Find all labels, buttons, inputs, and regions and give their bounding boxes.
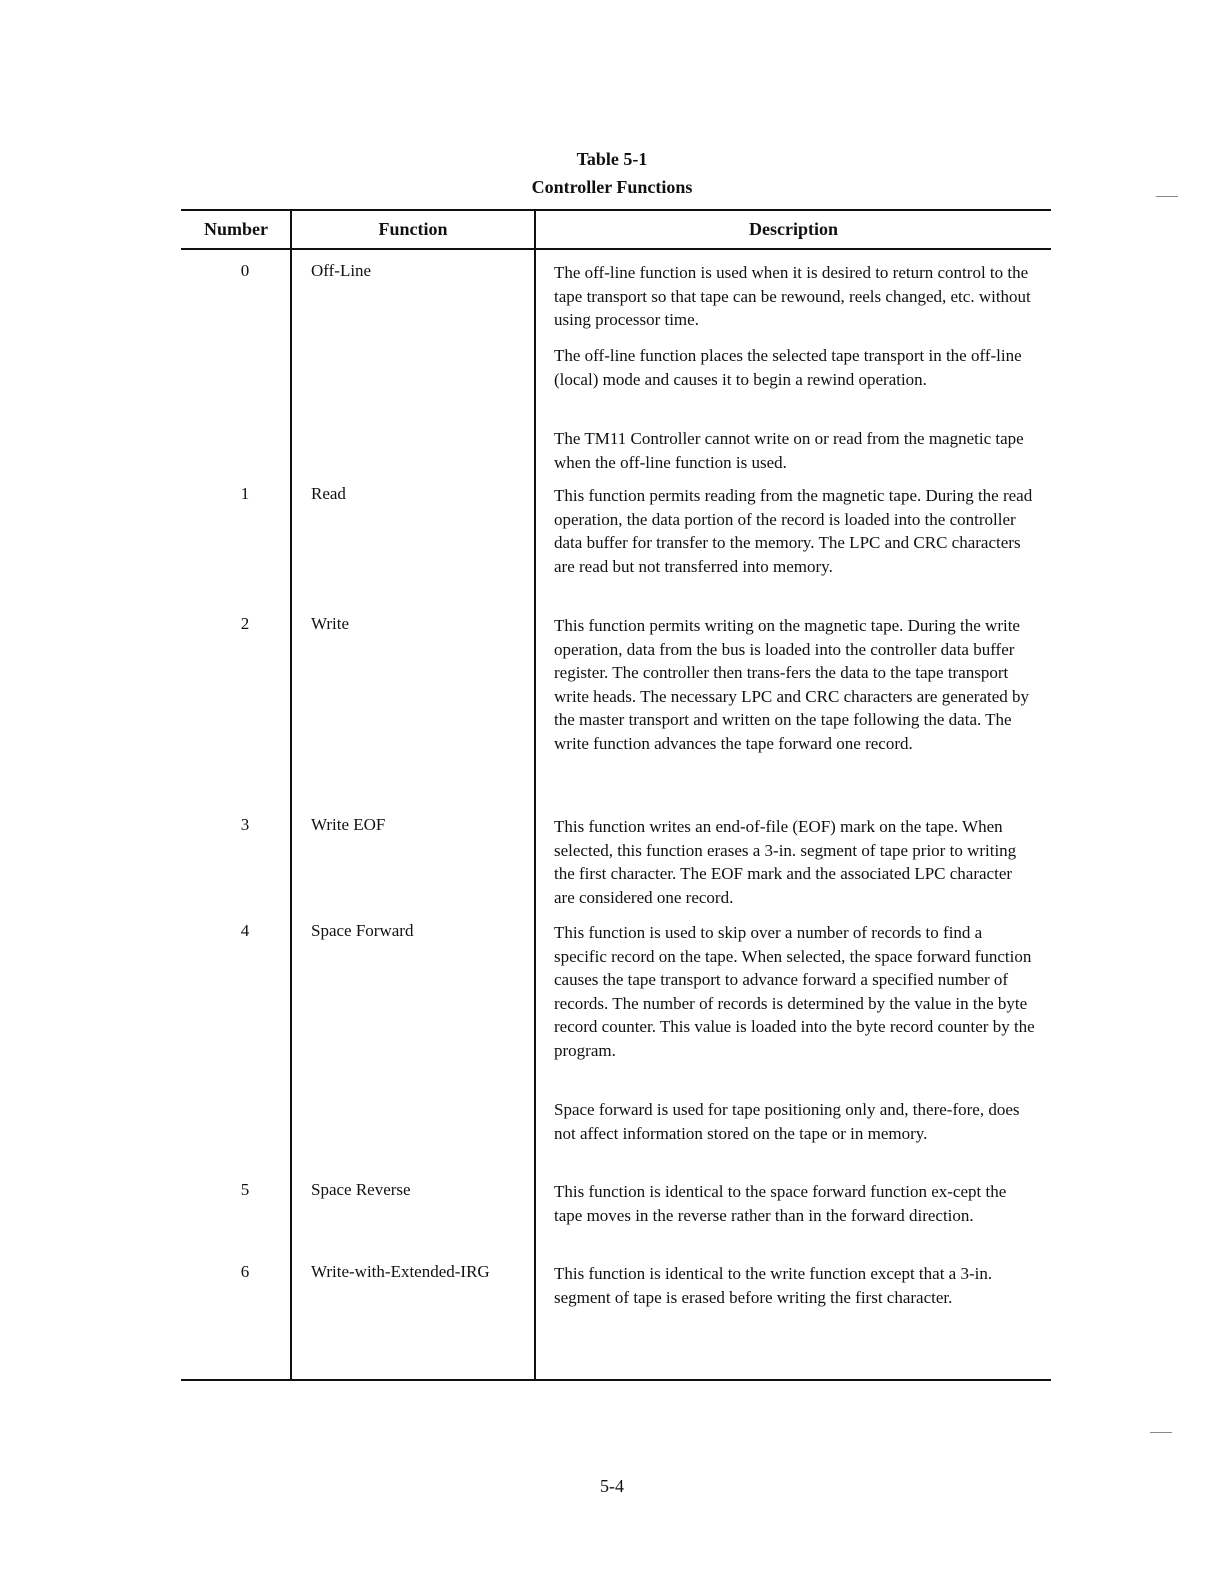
row-function: Space Forward <box>311 921 414 940</box>
row-function: Write <box>311 614 350 633</box>
column-divider <box>534 211 536 1379</box>
scan-mark <box>1156 196 1178 197</box>
description-paragraph: The off-line function places the selected tape transport in the off-line (local) mode and causes it to begin a rewind operation. <box>554 346 1022 389</box>
row-description <box>554 815 1036 909</box>
row-number: 3 <box>240 815 250 834</box>
row-description <box>554 344 1036 391</box>
row-number: 4 <box>240 921 250 940</box>
row-function: Off-Line <box>311 261 372 280</box>
description-paragraph: This function is used to skip over a number of records to find a specific record on the tape. When selected, the space forward function causes the tape transport to advance forward a specified number of records. The number of records is determined by the value in the byte record counter. This value is loaded into the byte record counter by the program. <box>554 923 1035 1060</box>
header-function: Function <box>378 219 448 239</box>
row-description <box>554 1180 1036 1227</box>
row-number: 5 <box>240 1180 250 1199</box>
header-description: Description <box>749 219 838 239</box>
row-description <box>554 427 1036 474</box>
row-number: 6 <box>240 1262 250 1281</box>
row-function: Space Reverse <box>311 1180 411 1199</box>
column-divider <box>290 211 292 1379</box>
row-number: 1 <box>240 484 250 503</box>
scan-mark <box>1150 1432 1172 1433</box>
row-description <box>554 484 1036 578</box>
description-paragraph: The off-line function is used when it is desired to return control to the tape transport so that tape can be rewound, reels changed, etc. without using processor time. <box>554 263 1031 330</box>
row-function: Write EOF <box>311 815 386 834</box>
description-paragraph: This function is identical to the space forward function ex-cept the tape moves in the reverse rather than in the forward direction. <box>554 1182 1007 1225</box>
controller-functions-table <box>181 209 1051 1381</box>
row-description <box>554 1098 1036 1145</box>
description-paragraph: This function permits writing on the magnetic tape. During the write operation, data from the bus is loaded into the controller data buffer register. The controller then trans-fers the data to the tape transport write heads. The necessary LPC and CRC characters are generated by the master transport and written on the tape following the data. The write function advances the tape forward one record. <box>554 616 1030 753</box>
table-number: Table 5-1 <box>576 149 648 169</box>
page-number: 5-4 <box>600 1476 624 1496</box>
description-paragraph: This function is identical to the write function except that a 3-in. segment of tape is erased before writing the first character. <box>554 1264 993 1307</box>
description-paragraph: The TM11 Controller cannot write on or read from the magnetic tape when the off-line function is used. <box>554 429 1024 472</box>
row-number: 2 <box>240 614 250 633</box>
row-description <box>554 1262 1036 1309</box>
description-paragraph: This function writes an end-of-file (EOF) mark on the tape. When selected, this function erases a 3-in. segment of tape prior to writing the first character. The EOF mark and the associated LPC character are considered one record. <box>554 817 1017 907</box>
row-description <box>554 921 1036 1063</box>
header-number: Number <box>204 219 268 239</box>
row-number: 0 <box>240 261 250 280</box>
row-function: Read <box>311 484 346 503</box>
description-paragraph: Space forward is used for tape positioning only and, there-fore, does not affect information stored on the tape or in memory. <box>554 1100 1020 1143</box>
row-function: Write-with-Extended-IRG <box>311 1262 490 1281</box>
description-paragraph: This function permits reading from the magnetic tape. During the read operation, the data portion of the record is loaded into the controller data buffer for transfer to the memory. The LPC and CRC characters are read but not transferred into memory. <box>554 486 1033 576</box>
header-rule <box>181 248 1051 250</box>
row-description <box>554 614 1036 756</box>
row-description <box>554 261 1036 332</box>
table-title: Controller Functions <box>531 177 693 197</box>
